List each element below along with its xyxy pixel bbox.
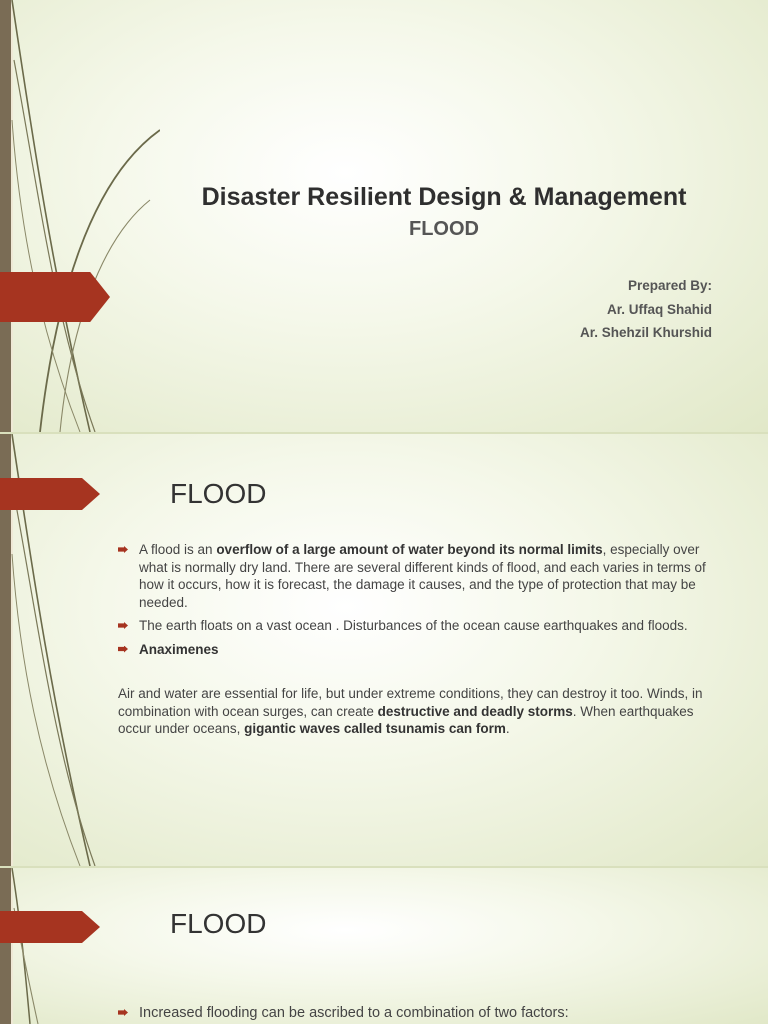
bullet-item: [118, 1004, 718, 1023]
slide-title: [0, 0, 768, 432]
bullet-text: Increased flooding can be ascribed to a combination of two factors:: [139, 1005, 569, 1021]
author-name: Ar. Shehzil Khurshid: [579, 325, 712, 340]
bullet-arrow-icon: [118, 646, 128, 653]
swoosh-decoration: [0, 868, 160, 1024]
bullet-text: A flood is an: [139, 542, 217, 557]
bullet-item: [118, 641, 718, 659]
slide-flood-factors: [0, 868, 768, 1024]
author-name: Ar. Uffaq Shahid: [606, 301, 712, 317]
para-text: .: [505, 721, 510, 736]
left-bar: [0, 868, 11, 1024]
swoosh-decoration: [0, 0, 160, 432]
accent-tab: [0, 272, 110, 322]
bullet-arrow-icon: [118, 1009, 128, 1016]
bullet-arrow-icon: [118, 546, 128, 553]
para-emphasis: destructive and deadly storms: [377, 703, 573, 719]
bullet-text: , especially over what is normally dry land. There are several different kinds of flood, and each varies in terms of how it occurs, how it is forecast, the damage it causes, and the type of protection that may be needed.: [139, 542, 706, 610]
para-text: Air and water are essential for life, but under extreme conditions, they can destroy it too. Winds, in combination with ocean surges, can create: [118, 686, 703, 719]
slide-flood-definition: [0, 434, 768, 866]
bullet-emphasis: overflow of a large amount of water beyond its normal limits: [216, 542, 603, 557]
bullet-item: [118, 617, 718, 635]
slide-heading: FLOOD: [170, 908, 267, 939]
bullet-item: [118, 541, 718, 611]
left-bar: [0, 0, 11, 432]
para-emphasis: gigantic waves called tsunamis can form: [244, 721, 506, 736]
bullet-text: Anaximenes: [139, 641, 219, 657]
presentation-subtitle: FLOOD: [409, 218, 479, 240]
accent-tab: [0, 478, 100, 510]
prepared-by-block: [580, 274, 712, 345]
prepared-label: Prepared By:: [627, 278, 712, 293]
para-text: . When earthquakes occur under oceans,: [118, 703, 694, 736]
bullet-text: The earth floats on a vast ocean . Disturbances of the ocean cause earthquakes and floods.: [139, 618, 688, 633]
slide-heading: FLOOD: [170, 478, 267, 509]
body-paragraph: [118, 685, 718, 738]
presentation-title: Disaster Resilient Design & Management: [201, 183, 687, 211]
bullet-arrow-icon: [118, 622, 128, 629]
bullet-list: [118, 1004, 718, 1024]
accent-tab: [0, 911, 100, 943]
bullet-list: [118, 541, 718, 664]
